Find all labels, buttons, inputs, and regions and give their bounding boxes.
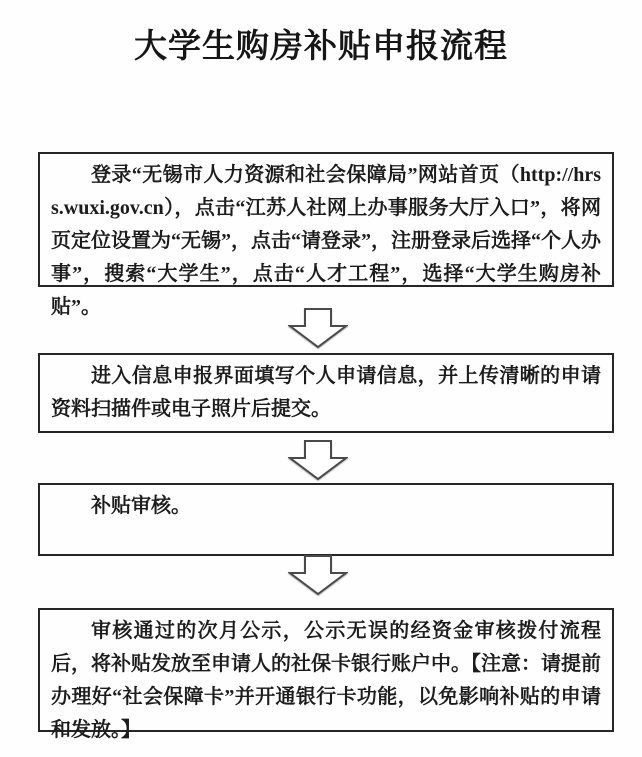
flow-step-3-text: 补贴审核。 — [91, 495, 191, 517]
flow-step-4-text: 审核通过的次月公示，公示无误的经资金审核拨付流程后，将补贴发放至申请人的社保卡银行账户中。【注意：请提前办理好“社会保障卡”并开通银行卡功能，以免影响补贴的申请和发放。】 — [51, 620, 601, 741]
flow-step-2-text: 进入信息申报界面填写个人申请信息，并上传清晰的申请资料扫描件或电子照片后提交。 — [51, 365, 601, 420]
flow-step-3 — [38, 483, 614, 556]
flow-step-2 — [38, 353, 614, 433]
down-block-arrow-icon — [288, 555, 348, 595]
flow-step-1 — [38, 152, 614, 318]
flow-step-1-text: 登录“无锡市人力资源和社会保障局”网站首页（http://hrss.wuxi.gov.cn），点击“江苏人社网上办事服务大厅入口”，将网页定位设置为“无锡”，点击“请登录”，注册登录后选择“个人办事”，搜索“大学生”，点击“人才工程”，选择“大学生购房补贴”。 — [51, 164, 601, 318]
page-title: 大学生购房补贴申报流程 — [134, 29, 508, 65]
flow-step-4 — [38, 608, 614, 741]
down-block-arrow-icon — [288, 440, 348, 480]
down-block-arrow-icon — [288, 308, 348, 348]
